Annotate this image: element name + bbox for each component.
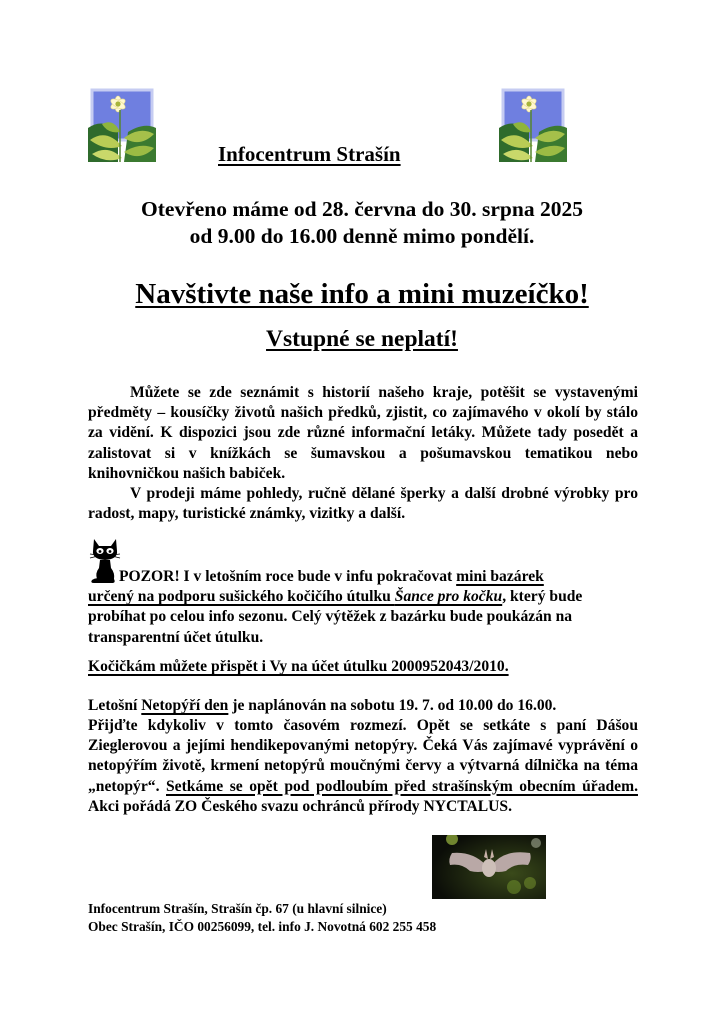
donation-account: Kočičkám můžete přispět i Vy na účet útulku 2000952043/2010. [88,658,509,675]
shelter-name: Šance pro kočku [394,588,503,606]
footer-address: Infocentrum Strašín, Strašín čp. 67 (u hlavní silnice) [88,901,387,916]
opening-times: od 9.00 do 16.00 denně mimo pondělí. [189,224,535,248]
bazaar-notice: POZOR! I v letošním roce bude v infu pokračovat mini bazárek určený na podporu sušického kočičího útulku Šance pro kočku, který bude probíhat po celou info sezonu. Celý výtěžek z bazárku bude poukázán na transparentní účet útulku. [88,568,583,646]
intro-paragraph-1: Můžete se zde seznámit s historií našeho kraje, potěšit se vystavenými předměty – kousíčky životů našich předků, zjistit, co zajímavého v okolí by stálo za vidění. K dispozici jsou zde různé informační letáky. Můžete tady posedět a zalistovat si v knížkách se šumavskou a pošumavskou tematikou nebo knihovničkou našich babiček. [88,384,638,482]
footer-contact: Obec Strašín, IČO 00256099, tel. info J. Novotná 602 255 458 [88,918,437,934]
opening-dates: Otevřeno máme od 28. června do 30. srpna 2025 [141,197,583,221]
bat-day-intro: Letošní Netopýří den je naplánován na sobotu 19. 7. od 10.00 do 16.00. [88,697,557,714]
headline: Navštivte naše info a mini muzeíčko! [135,278,589,310]
intro-paragraph-2: V prodeji máme pohledy, ručně dělané šperky a další drobné výrobky pro radost, mapy, turistické známky, vizitky a další. [88,485,638,523]
footer [88,900,436,935]
bat-day-name: Netopýří den [141,697,229,714]
subheadline: Vstupné se neplatí! [266,326,458,352]
bazaar-link: mini bazárek [456,568,544,585]
bat-day-details: Přijďte kdykoliv v tomto časovém rozmezí. Opět se setkáte s paní Dášou Zieglerovou a jejími hendikepovanými netopýry. Čeká Vás zajímavé vyprávění o netopýřím životě, krmení netopýrů moučnými červy a výtvarná dílnička na téma „netopýr“. Setkáme se opět pod podloubím před strašínským obecním úřadem. Akci pořádá ZO Českého svazu ochránců přírody NYCTALUS. [88,717,638,815]
bat-day-location: Setkáme se opět pod podloubím před strašínským obecním úřadem. [166,777,638,795]
opening-hours [0,196,724,250]
flower-logo-icon [88,88,158,162]
bat-photo [432,835,546,899]
flower-logo-icon [499,88,569,162]
page-title: Infocentrum Strašín [218,142,401,166]
